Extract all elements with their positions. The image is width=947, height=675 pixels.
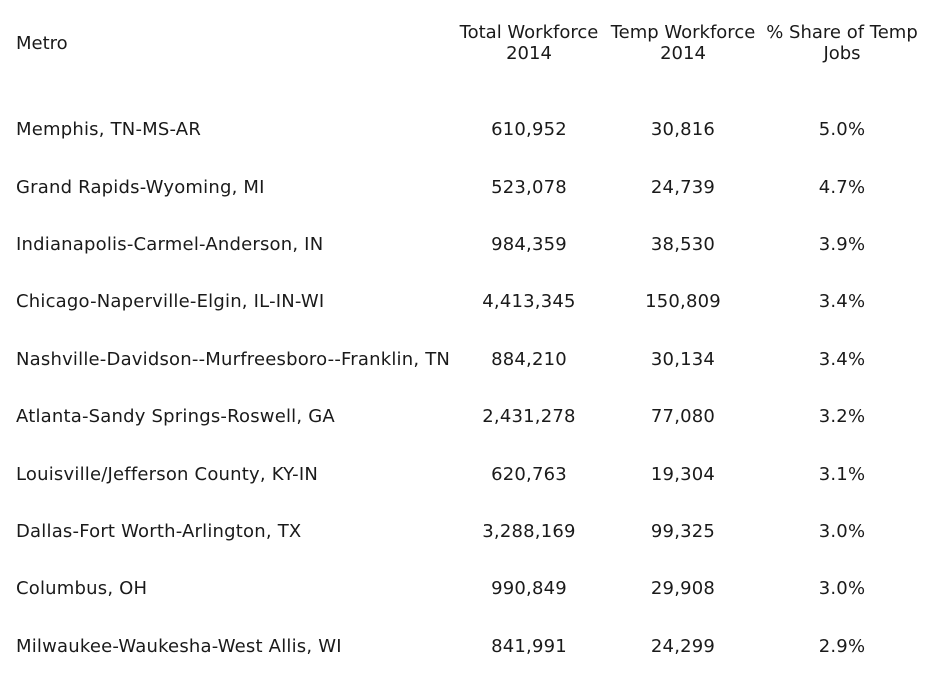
total-workforce-cell: 4,413,345: [482, 291, 576, 313]
table-row: [4, 101, 924, 158]
share-temp-cell: 4.7%: [818, 176, 866, 198]
temp-workforce-cell: 38,530: [650, 233, 716, 255]
metro-cell: Nashville-Davidson--Murfreesboro--Franklin, TN: [16, 348, 451, 370]
table-row: [4, 618, 924, 675]
temp-workforce-cell: 19,304: [650, 463, 716, 485]
column-header-temp-workforce: [606, 10, 760, 101]
metro-cell: Grand Rapids-Wyoming, MI: [16, 176, 265, 198]
temp-workforce-table: [4, 10, 924, 675]
temp-workforce-cell: 99,325: [650, 520, 716, 542]
metro-cell: Columbus, OH: [16, 578, 148, 600]
table-row: [4, 216, 924, 273]
header-temp-line-2: 2014: [660, 43, 706, 64]
temp-workforce-cell: 24,299: [650, 635, 716, 657]
total-workforce-cell: 984,359: [491, 233, 567, 255]
column-header-metro: [4, 10, 452, 101]
total-workforce-cell: 990,849: [491, 578, 567, 600]
metro-cell: Atlanta-Sandy Springs-Roswell, GA: [16, 406, 335, 428]
temp-workforce-cell: 29,908: [650, 578, 716, 600]
share-temp-cell: 3.0%: [818, 520, 866, 542]
table-row: [4, 388, 924, 445]
temp-workforce-cell: 24,739: [650, 176, 716, 198]
header-total-line-1: Total Workforce: [459, 22, 599, 43]
total-workforce-cell: 841,991: [491, 635, 567, 657]
column-header-total-workforce: [452, 10, 606, 101]
header-metro-label: Metro: [16, 32, 68, 54]
temp-workforce-cell: 77,080: [650, 406, 716, 428]
share-temp-cell: 3.4%: [818, 291, 866, 313]
table-row: [4, 273, 924, 330]
share-temp-cell: 3.4%: [818, 348, 866, 370]
column-header-share-temp: [760, 10, 924, 101]
total-workforce-cell: 620,763: [491, 463, 567, 485]
total-workforce-cell: 2,431,278: [482, 406, 576, 428]
share-temp-cell: 3.1%: [818, 463, 866, 485]
table-row: [4, 445, 924, 502]
metro-cell: Memphis, TN-MS-AR: [16, 119, 202, 141]
share-temp-cell: 3.9%: [818, 233, 866, 255]
header-total-line-2: 2014: [506, 43, 552, 64]
share-temp-cell: 2.9%: [818, 635, 866, 657]
header-share-line-1: % Share of Temp: [766, 22, 918, 43]
total-workforce-cell: 884,210: [491, 348, 567, 370]
metro-cell: Milwaukee-Waukesha-West Allis, WI: [16, 635, 342, 657]
table-row: [4, 503, 924, 560]
table-row: [4, 331, 924, 388]
metro-cell: Chicago-Naperville-Elgin, IL-IN-WI: [16, 291, 325, 313]
temp-workforce-cell: 30,816: [650, 119, 716, 141]
table-row: [4, 158, 924, 215]
share-temp-cell: 3.0%: [818, 578, 866, 600]
table-header: [4, 10, 924, 101]
total-workforce-cell: 610,952: [491, 119, 567, 141]
header-share-line-2: Jobs: [823, 43, 861, 64]
temp-workforce-cell: 30,134: [650, 348, 716, 370]
header-temp-line-1: Temp Workforce: [610, 22, 756, 43]
share-temp-cell: 5.0%: [818, 119, 866, 141]
header-row: [4, 10, 924, 101]
table-row: [4, 560, 924, 617]
table-body: [4, 101, 924, 675]
total-workforce-cell: 3,288,169: [482, 520, 576, 542]
total-workforce-cell: 523,078: [491, 176, 567, 198]
metro-cell: Indianapolis-Carmel-Anderson, IN: [16, 233, 324, 255]
metro-cell: Louisville/Jefferson County, KY-IN: [16, 463, 318, 485]
metro-cell: Dallas-Fort Worth-Arlington, TX: [16, 520, 302, 542]
share-temp-cell: 3.2%: [818, 406, 866, 428]
temp-workforce-cell: 150,809: [645, 291, 721, 313]
